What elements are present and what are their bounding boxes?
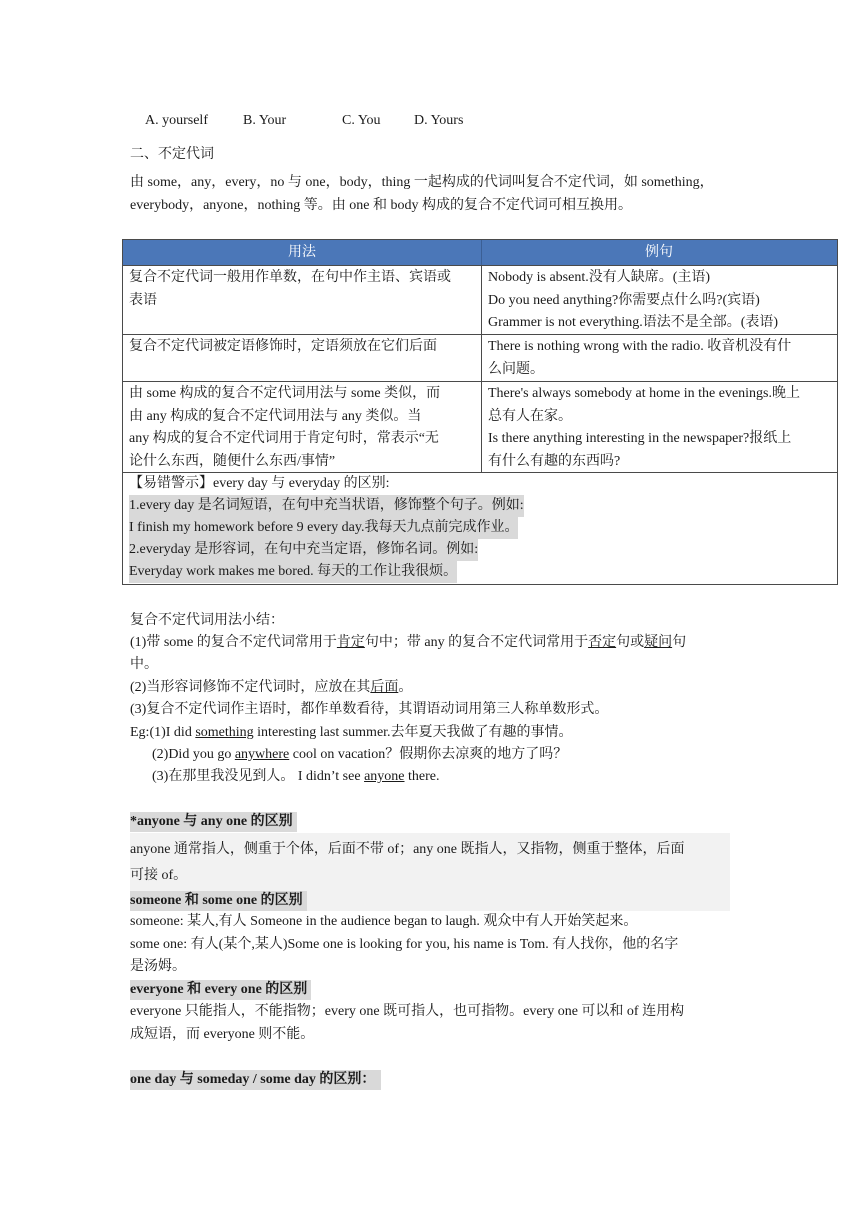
usage-text: 复合不定代词一般用作单数，在句中作主语、宾语或 [129,270,451,285]
example-3 [152,767,439,787]
section-title: 二、不定代词 [130,147,214,162]
everyone-line-2: 成短语，而 everyone 则不能。 [130,1027,315,1042]
underlined-term: 肯定 [336,635,365,650]
note-line: Everyday work makes me bored. 每天的工作让我很烦。 [129,561,457,583]
summary-title: 复合不定代词用法小结： [130,613,284,628]
summary-point-1-cont: 中。 [130,657,158,672]
table-header [122,239,838,266]
header-example: 例句 [645,245,673,260]
summary-point-2 [130,678,412,698]
table-row [122,382,838,473]
note-line: 1.every day 是名词短语，在句中充当状语，修饰整个句子。例如: [129,495,524,517]
everyone-line-1: everyone 只能指人，不能指物；every one 既可指人，也可指物。every one 可以和 of 连用构 [130,1004,685,1019]
underlined-term: anywhere [234,747,290,762]
example-text: Eg:(1)I did [130,725,196,740]
summary-text: (2)当形容词修饰不定代词时，应放在其 [130,680,371,695]
column-divider [481,382,482,472]
anyone-explanation-box [130,833,730,889]
column-divider [481,266,482,334]
example-cell [488,383,834,473]
example-1 [130,723,573,743]
example-text: There is nothing wrong with the radio. 收音机没有什 [488,339,792,354]
anyone-line-2: 可接 of。 [130,868,188,883]
example-text: There's always somebody at home in the evenings.晚上 [488,386,801,401]
option-d: D. Yours [414,113,464,128]
example-text: 有什么有趣的东西吗? [488,453,621,469]
someone-line-1: someone: 某人,有人 Someone in the audience began to laugh. 观众中有人开始笑起来。 [130,914,638,929]
underlined-term: 否定 [588,635,617,650]
underlined-term: anyone [364,769,405,784]
someone-line-2: some one: 有人(某个,某人)Some one is looking for you, his name is Tom. 有人找你，他的名字 [130,937,679,952]
example-text: Do you need anything?你需要点什么吗?(宾语) [488,292,760,308]
everyone-heading: everyone 和 every one 的区别 [130,980,311,1000]
example-text: there. [404,769,440,784]
intro-line-2: everybody，anyone，nothing 等。由 one 和 body 构成的复合不定代词可相互换用。 [130,198,633,213]
note-line: 2.everyday 是形容词，在句中充当定语，修饰名词。例如: [129,539,478,561]
table-row [122,335,838,382]
example-text: cool on vacation？假期你去凉爽的地方了吗？ [289,747,568,762]
example-text: interesting last summer.去年夏天我做了有趣的事情。 [253,725,573,740]
note-title: 【易错警示】every day 与 everyday 的区别: [129,476,390,491]
usage-text: 由 some 构成的复合不定代词用法与 some 类似，而 [129,386,441,401]
someone-line-3: 是汤姆。 [130,959,186,974]
usage-text: 由 any 构成的复合不定代词用法与 any 类似。当 [129,408,422,424]
usage-text: any 构成的复合不定代词用于肯定句时，常表示“无 [129,431,439,446]
option-b: B. Your [243,113,287,128]
example-cell [488,267,834,335]
usage-text: 复合不定代词被定语修饰时，定语须放在它们后面 [129,339,437,354]
example-text: Nobody is absent.没有人缺席。(主语) [488,270,711,285]
anyone-heading: *anyone 与 any one 的区别 [130,812,297,832]
example-cell [488,336,834,381]
someone-heading: someone 和 some one 的区别 [130,891,307,911]
underlined-term: 疑问 [644,635,673,650]
summary-text: 。 [398,680,413,695]
warning-note [122,473,838,585]
underlined-term: something [195,725,254,740]
summary-point-1 [130,633,686,653]
usage-text: 论什么东西，随便什么东西/事情” [129,453,336,469]
underlined-term: 后面 [370,680,399,695]
usage-cell [129,267,477,312]
example-text: (2)Did you go [152,747,235,762]
summary-text: (1)带 some 的复合不定代词常用于 [130,635,337,650]
header-usage: 用法 [288,245,316,260]
example-2 [152,745,567,765]
example-text: Grammer is not everything.语法不是全部。(表语) [488,315,779,330]
summary-text: 句中；带 any 的复合不定代词常用于 [364,635,589,650]
option-a: A. yourself [145,113,208,128]
example-text: Is there anything interesting in the newspaper?报纸上 [488,431,792,446]
example-text: 总有人在家。 [488,408,572,424]
note-line: I finish my homework before 9 every day.我每天九点前完成作业。 [129,517,518,539]
table-row [122,266,838,335]
option-c: C. You [342,113,381,128]
summary-text: 句或 [616,635,645,650]
usage-cell [129,336,477,359]
summary-point-3: (3)复合不定代词作主语时，都作单数看待，其谓语动词用第三人称单数形式。 [130,702,609,717]
summary-text: 句 [672,635,687,650]
intro-line-1: 由 some，any，every，no 与 one，body，thing 一起构成的代词叫复合不定代词，如 something， [130,175,714,190]
oneday-heading: one day 与 someday / some day 的区别： [130,1070,381,1090]
header-divider [481,240,482,265]
example-text: (3)在那里我没见到人。 I didn’t see [152,769,365,784]
example-text: 么问题。 [488,361,544,377]
usage-cell [129,383,477,473]
usage-text: 表语 [129,292,157,308]
column-divider [481,335,482,381]
anyone-line-1: anyone 通常指人，侧重于个体，后面不带 of；any one 既指人，又指物，侧重于整体，后面 [130,842,685,857]
